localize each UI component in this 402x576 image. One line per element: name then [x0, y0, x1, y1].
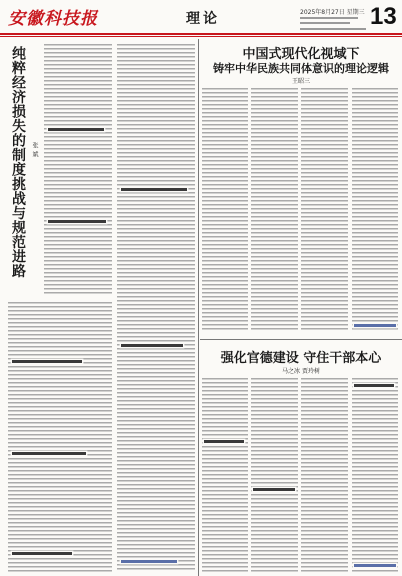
author-affiliation-note — [121, 560, 177, 563]
section-subheading — [12, 360, 82, 363]
page-number: 13 — [370, 3, 397, 30]
body-text-column — [202, 88, 248, 332]
body-text-column — [117, 44, 195, 572]
body-text-column — [202, 378, 248, 572]
section-subheading — [12, 452, 86, 455]
body-text-column — [251, 88, 298, 332]
editor-info-line — [300, 22, 350, 24]
section-subheading — [121, 344, 183, 347]
bottom-article-title: 强化官德建设 守住干部本心 — [220, 351, 382, 366]
bottom-article-author: 马之冰 贾玲树 — [282, 368, 320, 375]
top-article-title-line1: 中国式现代化视域下 — [242, 47, 360, 62]
section-name: 理论 — [186, 11, 220, 27]
body-text-column — [301, 88, 348, 332]
section-subheading — [48, 128, 104, 131]
section-subheading — [204, 440, 244, 443]
header-rule — [0, 33, 402, 35]
issue-date: 2025年8月27日 星期三 — [300, 9, 365, 16]
author-affiliation-note — [354, 324, 396, 327]
editor-info-line — [300, 28, 366, 30]
section-subheading — [253, 488, 295, 491]
body-text-column — [44, 44, 112, 296]
section-subheading — [48, 220, 106, 223]
body-text-column — [8, 302, 112, 572]
top-article-author: 王昭三 — [291, 78, 310, 85]
section-subheading — [12, 552, 72, 555]
header-rule-thin — [0, 36, 402, 37]
body-text-column — [352, 378, 398, 572]
author-affiliation-note — [354, 564, 396, 567]
section-subheading — [354, 384, 394, 387]
top-article-title-line2: 铸牢中华民族共同体意识的理论逻辑 — [213, 62, 389, 75]
editor-info-line — [300, 17, 358, 19]
column-divider — [198, 39, 199, 576]
left-article-author: 张斌 — [31, 142, 38, 160]
body-text-column — [352, 88, 398, 332]
masthead: 安徽科技报 — [8, 9, 98, 29]
body-text-column — [251, 378, 298, 572]
article-divider — [200, 339, 402, 340]
section-subheading — [121, 188, 187, 191]
body-text-column — [301, 378, 348, 572]
left-article-title: 纯粹经济损失的制度挑战与规范进路 — [10, 46, 26, 278]
